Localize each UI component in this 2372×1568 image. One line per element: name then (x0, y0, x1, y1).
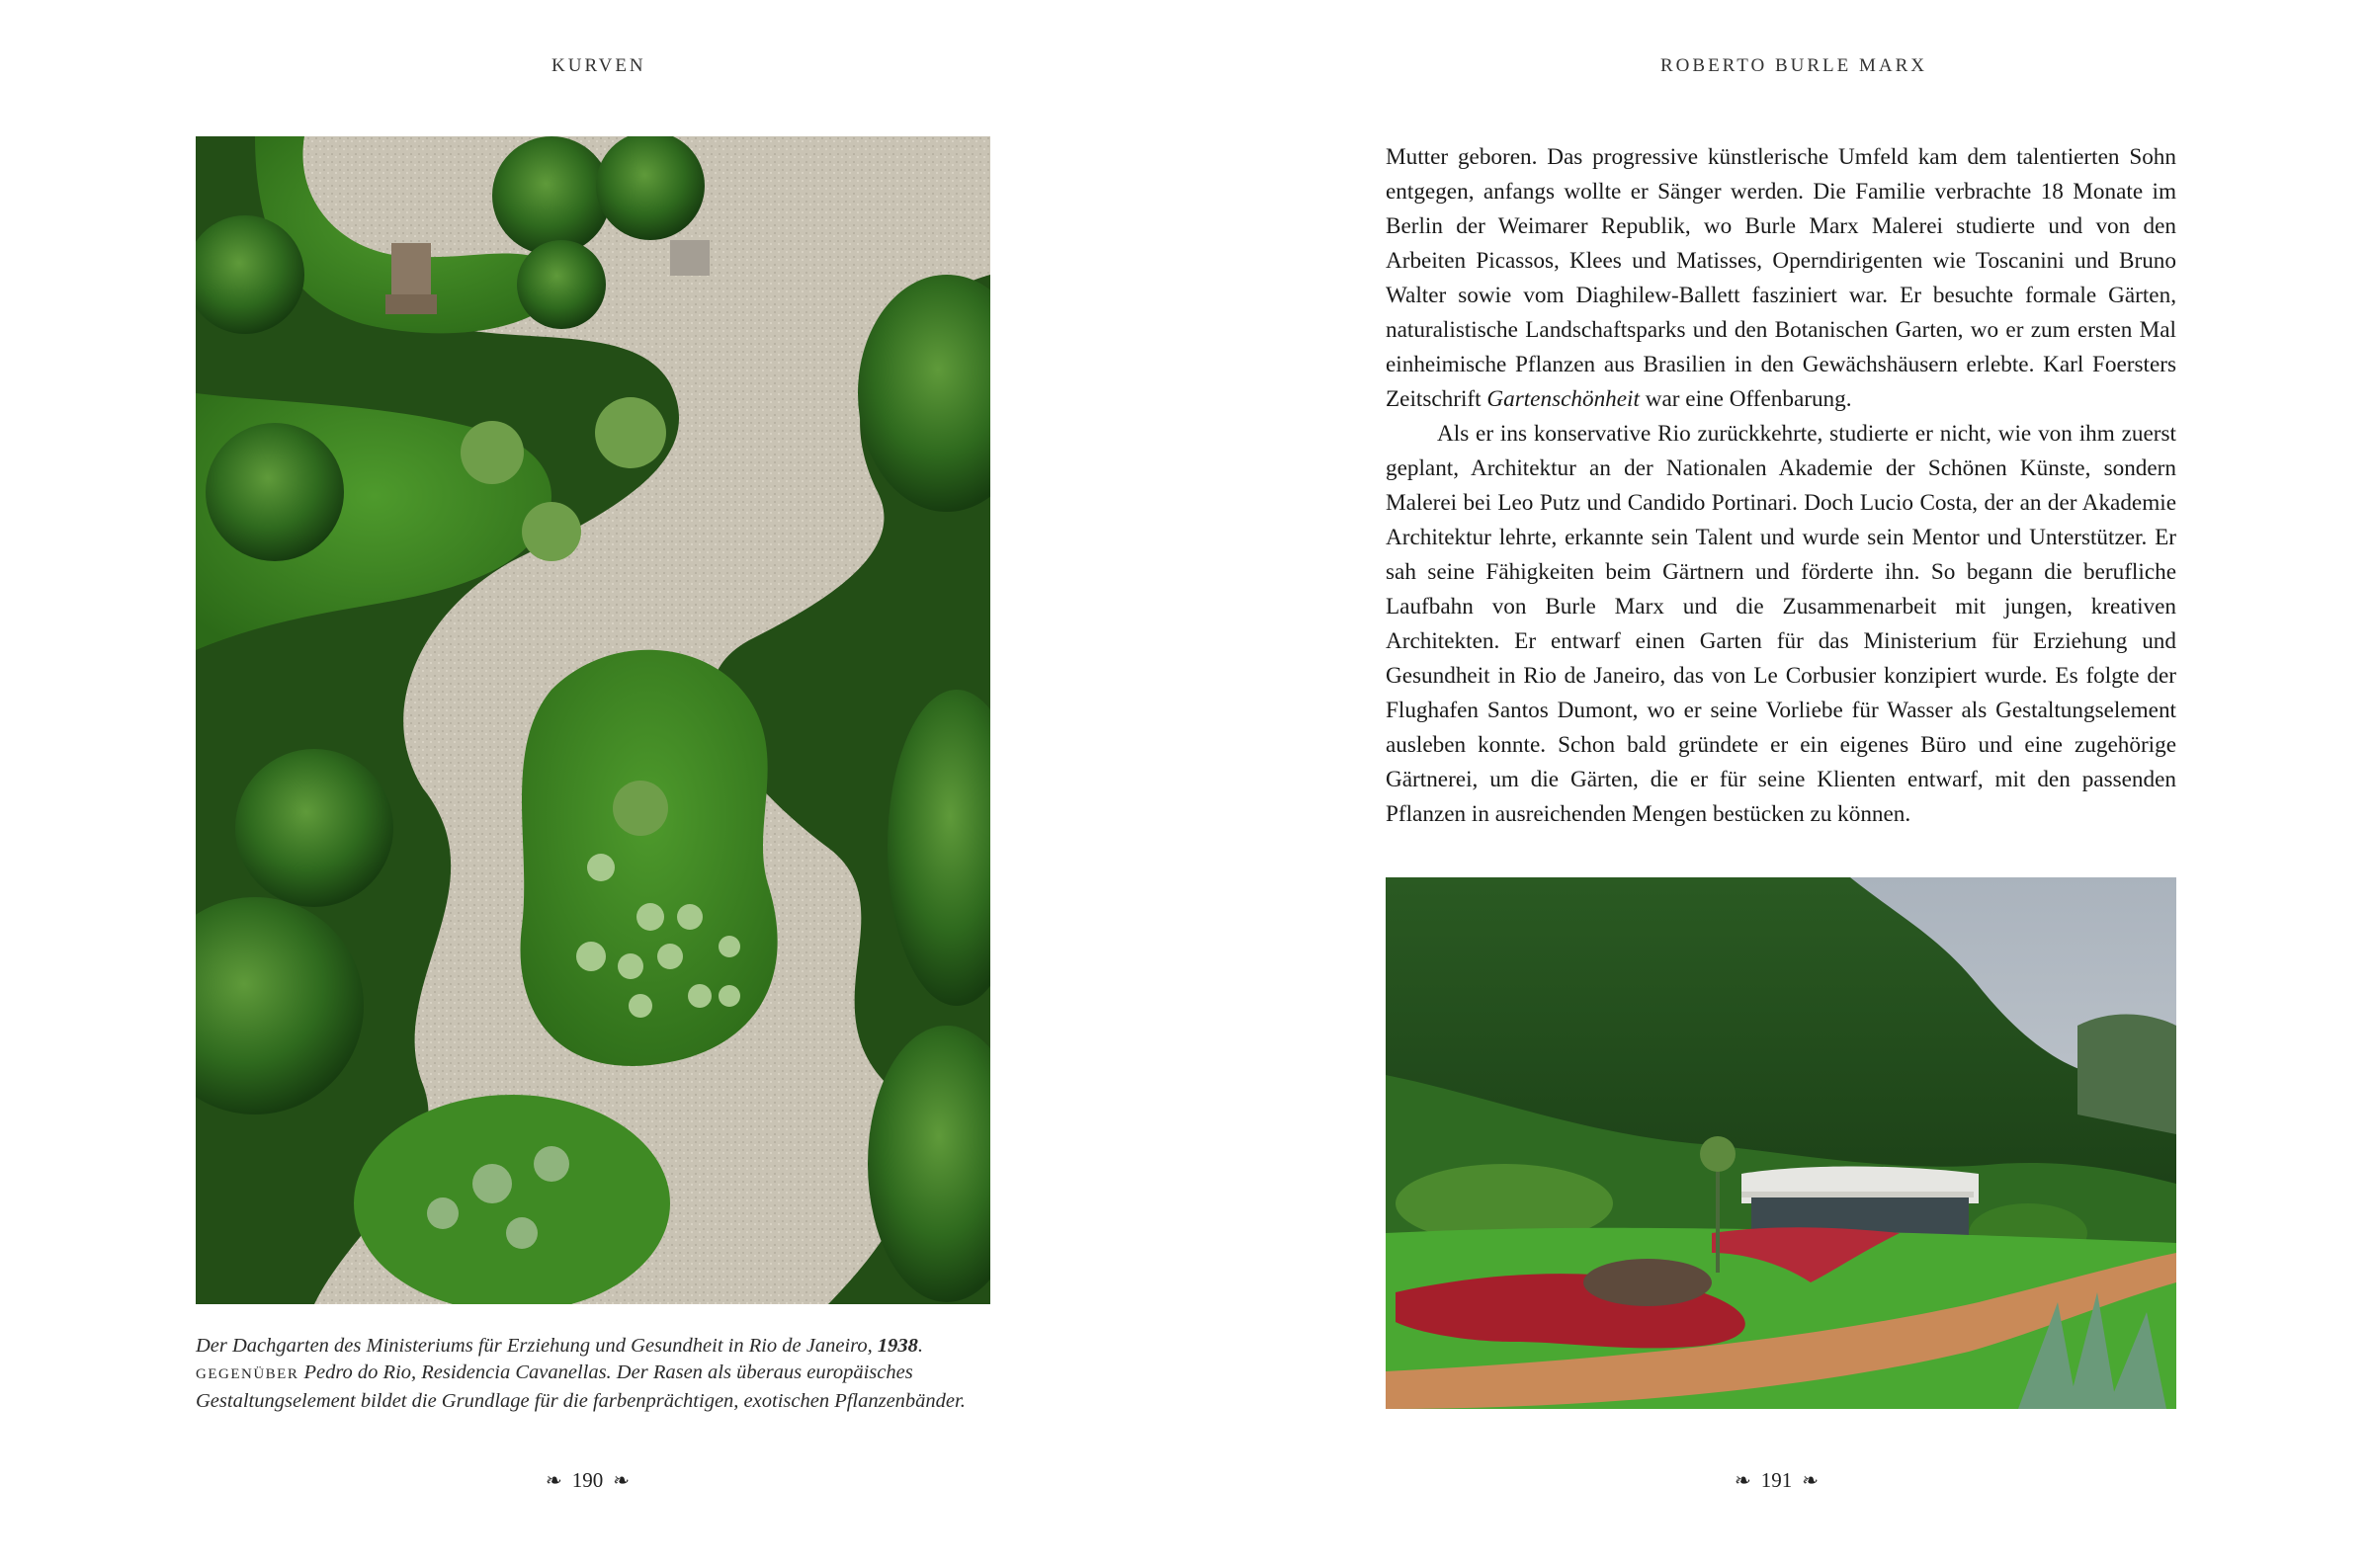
page-number-left (546, 1468, 630, 1493)
caption-period: . (917, 1335, 924, 1357)
caption-line-2 (196, 1360, 1006, 1388)
caption-line-3: Gestaltungselement bildet die Grundlage für die farbenprächtigen, exotischen Pflanzenbänder. (196, 1390, 966, 1412)
paragraph-1 (1386, 140, 2176, 417)
running-head-left: KURVEN (551, 55, 646, 76)
fleuron-icon: ❧ (1802, 1470, 1820, 1492)
paragraph-2: Als er ins konservative Rio zurückkehrte, studierte er nicht, wie von ihm zuerst geplant, Architektur an der Nationalen Akademie der Schönen Künste, sondern Malerei bei Leo Putz und Candido Portinari. Doch Lucio Costa, der an der Akademie Architektur lehrte, erkannte sein Talent und wurde sein Mentor und Unterstützer. Er sah seine Fähigkeiten beim Gärtnern und förderte ihn. So begann die berufliche Laufbahn von Burle Marx und die Zusammenarbeit mit jungen, kreativen Architekten. Er entwarf einen Garten für das Ministerium für Erziehung und Gesundheit in Rio de Janeiro, das von Le Corbusier konzipiert wurde. Es folgte der Flughafen Santos Dumont, wo er seine Vorliebe für Wasser als Gestaltungselement ausleben konnte. Schon bald gründete er ein eigenes Büro und eine zugehörige Gärtnerei, um die Gärten, die er für seine Klienten entwarf, mit den passenden Pflanzen in ausreichenden Mengen bestücken zu können. (1386, 421, 2176, 827)
residencia-cavanellas-photo (1386, 877, 2176, 1409)
page-number: 191 (1760, 1468, 1793, 1492)
running-head-right: ROBERTO BURLE MARX (1660, 55, 1927, 76)
paragraph-1-end: war eine Offenbarung. (1645, 386, 1852, 412)
page-number: 190 (571, 1468, 604, 1492)
body-text (1386, 140, 2176, 832)
fleuron-icon: ❧ (1735, 1470, 1751, 1492)
residencia-cavanellas-image (1386, 877, 2176, 1409)
magazine-title: Gartenschönheit (1486, 386, 1640, 412)
caption-opposite-label: GEGENÜBER (196, 1366, 299, 1382)
caption-year: 1938 (877, 1335, 918, 1357)
rooftop-garden-photo (196, 136, 990, 1304)
caption-line-1 (196, 1333, 1006, 1360)
photo-caption (196, 1333, 1006, 1415)
right-page (1186, 0, 2372, 1568)
page-number-right (1735, 1468, 1819, 1493)
rooftop-garden-image (196, 136, 990, 1304)
caption-text-1: Der Dachgarten des Ministeriums für Erziehung und Gesundheit in Rio de Janeiro, (196, 1335, 873, 1357)
caption-text-2: Pedro do Rio, Residencia Cavanellas. Der Rasen als überaus europäisches (303, 1362, 913, 1383)
paragraph-1-text: Mutter geboren. Das progressive künstlerische Umfeld kam dem talentierten Sohn entgegen, anfangs wollte er Sänger werden. Die Familie verbrachte 18 Monate im Berlin der Weimarer Republik, wo Burle Marx Malerei studierte und von den Arbeiten Picassos, Klees und Matisses, Operndirigenten wie Toscanini und Bruno Walter sowie vom Diaghilew-Ballett fasziniert war. Er besuchte formale Gärten, naturalistische Landschaftsparks und den Botanischen Garten, wo er zum ersten Mal einheimische Pflanzen aus Brasilien in den Gewächshäusern erlebte. Karl Foersters Zeitschrift (1386, 144, 2176, 412)
fleuron-icon: ❧ (546, 1470, 562, 1492)
fleuron-icon: ❧ (613, 1470, 631, 1492)
